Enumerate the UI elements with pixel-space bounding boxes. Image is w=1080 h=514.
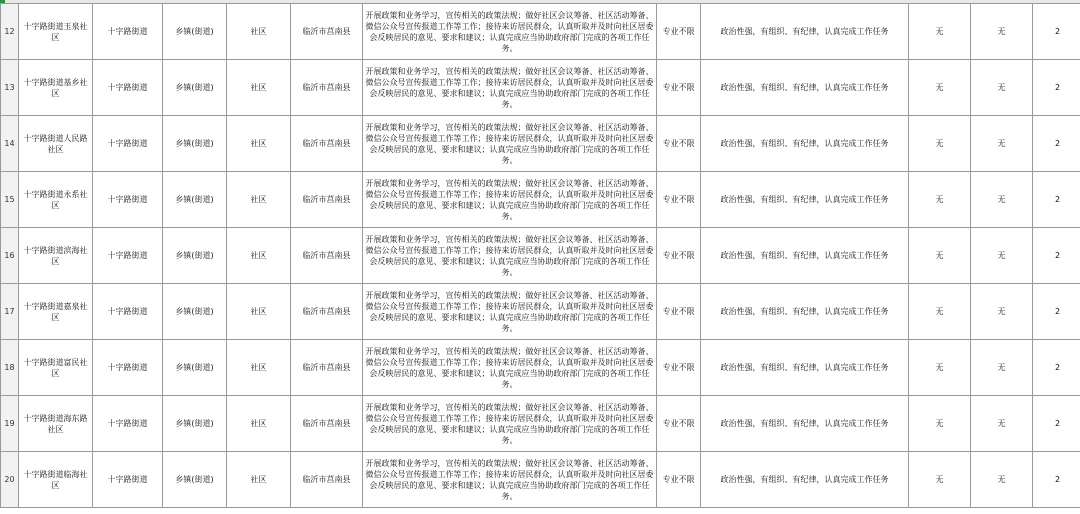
region-cell[interactable]: 临沂市莒南县 — [291, 172, 363, 228]
org-type-cell[interactable]: 社区 — [227, 228, 291, 284]
condition-cell[interactable]: 无 — [909, 116, 971, 172]
row-number-cell[interactable]: 18 — [1, 340, 19, 396]
level-cell[interactable]: 乡镇(街道) — [163, 172, 227, 228]
street-cell[interactable]: 十字路街道 — [93, 452, 163, 508]
condition-cell[interactable]: 无 — [909, 228, 971, 284]
unit-name-cell[interactable]: 十字路街道嘉泉社区 — [19, 284, 93, 340]
duty-description-cell[interactable]: 开展政策和业务学习，宣传相关的政策法规；做好社区会议筹备、社区活动筹备、微信公众号宣传报道工作等工作；接待来访居民群众，认真听取并及时向社区居委会反映居民的意见、要求和建议；认真完成应当协助政府部门完成的各项工作任务。 — [363, 284, 657, 340]
row-number-cell[interactable]: 20 — [1, 452, 19, 508]
table-row — [1, 452, 1080, 508]
condition-cell[interactable]: 无 — [971, 228, 1033, 284]
condition-cell[interactable]: 无 — [971, 116, 1033, 172]
duty-description-cell[interactable]: 开展政策和业务学习，宣传相关的政策法规；做好社区会议筹备、社区活动筹备、微信公众号宣传报道工作等工作；接待来访居民群众，认真听取并及时向社区居委会反映居民的意见、要求和建议；认真完成应当协助政府部门完成的各项工作任务。 — [363, 60, 657, 116]
headcount-cell[interactable]: 2 — [1033, 452, 1080, 508]
requirement-cell[interactable]: 政治性强，有组织、有纪律，认真完成工作任务 — [701, 284, 909, 340]
unit-name-cell[interactable]: 十字路街道永系社区 — [19, 172, 93, 228]
street-cell[interactable]: 十字路街道 — [93, 228, 163, 284]
headcount-cell[interactable]: 2 — [1033, 284, 1080, 340]
unit-name-cell[interactable]: 十字路街道海东路社区 — [19, 396, 93, 452]
requirement-cell[interactable]: 政治性强，有组织、有纪律，认真完成工作任务 — [701, 4, 909, 60]
major-cell[interactable]: 专业不限 — [657, 340, 701, 396]
org-type-cell[interactable]: 社区 — [227, 4, 291, 60]
condition-cell[interactable]: 无 — [971, 172, 1033, 228]
condition-cell[interactable]: 无 — [971, 60, 1033, 116]
region-cell[interactable]: 临沂市莒南县 — [291, 60, 363, 116]
duty-description-cell[interactable]: 开展政策和业务学习，宣传相关的政策法规；做好社区会议筹备、社区活动筹备、微信公众号宣传报道工作等工作；接待来访居民群众，认真听取并及时向社区居委会反映居民的意见、要求和建议；认真完成应当协助政府部门完成的各项工作任务。 — [363, 452, 657, 508]
region-cell[interactable]: 临沂市莒南县 — [291, 4, 363, 60]
major-cell[interactable]: 专业不限 — [657, 396, 701, 452]
table-row — [1, 284, 1080, 340]
major-cell[interactable]: 专业不限 — [657, 116, 701, 172]
requirement-cell[interactable]: 政治性强，有组织、有纪律，认真完成工作任务 — [701, 396, 909, 452]
condition-cell[interactable]: 无 — [971, 284, 1033, 340]
major-cell[interactable]: 专业不限 — [657, 60, 701, 116]
duty-description-cell[interactable]: 开展政策和业务学习，宣传相关的政策法规；做好社区会议筹备、社区活动筹备、微信公众号宣传报道工作等工作；接待来访居民群众，认真听取并及时向社区居委会反映居民的意见、要求和建议；认真完成应当协助政府部门完成的各项工作任务。 — [363, 396, 657, 452]
row-number-cell[interactable]: 12 — [1, 4, 19, 60]
job-table — [0, 3, 1080, 508]
level-cell[interactable]: 乡镇(街道) — [163, 452, 227, 508]
table-row — [1, 60, 1080, 116]
condition-cell[interactable]: 无 — [909, 452, 971, 508]
region-cell[interactable]: 临沂市莒南县 — [291, 452, 363, 508]
requirement-cell[interactable]: 政治性强，有组织、有纪律，认真完成工作任务 — [701, 60, 909, 116]
region-cell[interactable]: 临沂市莒南县 — [291, 228, 363, 284]
region-cell[interactable]: 临沂市莒南县 — [291, 116, 363, 172]
major-cell[interactable]: 专业不限 — [657, 284, 701, 340]
condition-cell[interactable]: 无 — [909, 284, 971, 340]
org-type-cell[interactable]: 社区 — [227, 452, 291, 508]
duty-description-cell[interactable]: 开展政策和业务学习，宣传相关的政策法规；做好社区会议筹备、社区活动筹备、微信公众号宣传报道工作等工作；接待来访居民群众，认真听取并及时向社区居委会反映居民的意见、要求和建议；认真完成应当协助政府部门完成的各项工作任务。 — [363, 116, 657, 172]
headcount-cell[interactable]: 2 — [1033, 172, 1080, 228]
level-cell[interactable]: 乡镇(街道) — [163, 396, 227, 452]
level-cell[interactable]: 乡镇(街道) — [163, 340, 227, 396]
row-number-cell[interactable]: 13 — [1, 60, 19, 116]
unit-name-cell[interactable]: 十字路街道滨海社区 — [19, 228, 93, 284]
org-type-cell[interactable]: 社区 — [227, 340, 291, 396]
org-type-cell[interactable]: 社区 — [227, 60, 291, 116]
requirement-cell[interactable]: 政治性强，有组织、有纪律，认真完成工作任务 — [701, 228, 909, 284]
org-type-cell[interactable]: 社区 — [227, 172, 291, 228]
level-cell[interactable]: 乡镇(街道) — [163, 116, 227, 172]
headcount-cell[interactable]: 2 — [1033, 116, 1080, 172]
table-row — [1, 340, 1080, 396]
condition-cell[interactable]: 无 — [909, 396, 971, 452]
requirement-cell[interactable]: 政治性强，有组织、有纪律，认真完成工作任务 — [701, 340, 909, 396]
duty-description-cell[interactable]: 开展政策和业务学习，宣传相关的政策法规；做好社区会议筹备、社区活动筹备、微信公众号宣传报道工作等工作；接待来访居民群众，认真听取并及时向社区居委会反映居民的意见、要求和建议；认真完成应当协助政府部门完成的各项工作任务。 — [363, 340, 657, 396]
unit-name-cell[interactable]: 十字路街道人民路社区 — [19, 116, 93, 172]
street-cell[interactable]: 十字路街道 — [93, 60, 163, 116]
condition-cell[interactable]: 无 — [909, 172, 971, 228]
headcount-cell[interactable]: 2 — [1033, 60, 1080, 116]
condition-cell[interactable]: 无 — [971, 452, 1033, 508]
level-cell[interactable]: 乡镇(街道) — [163, 228, 227, 284]
condition-cell[interactable]: 无 — [909, 4, 971, 60]
headcount-cell[interactable]: 2 — [1033, 396, 1080, 452]
row-number-cell[interactable]: 19 — [1, 396, 19, 452]
major-cell[interactable]: 专业不限 — [657, 228, 701, 284]
headcount-cell[interactable]: 2 — [1033, 4, 1080, 60]
table-body — [1, 4, 1080, 508]
unit-name-cell[interactable]: 十字路街道玉泉社区 — [19, 4, 93, 60]
headcount-cell[interactable]: 2 — [1033, 228, 1080, 284]
major-cell[interactable]: 专业不限 — [657, 452, 701, 508]
org-type-cell[interactable]: 社区 — [227, 284, 291, 340]
requirement-cell[interactable]: 政治性强，有组织、有纪律，认真完成工作任务 — [701, 452, 909, 508]
table-row — [1, 228, 1080, 284]
row-number-cell[interactable]: 15 — [1, 172, 19, 228]
duty-description-cell[interactable]: 开展政策和业务学习，宣传相关的政策法规；做好社区会议筹备、社区活动筹备、微信公众号宣传报道工作等工作；接待来访居民群众，认真听取并及时向社区居委会反映居民的意见、要求和建议；认真完成应当协助政府部门完成的各项工作任务。 — [363, 172, 657, 228]
duty-description-cell[interactable]: 开展政策和业务学习，宣传相关的政策法规；做好社区会议筹备、社区活动筹备、微信公众号宣传报道工作等工作；接待来访居民群众，认真听取并及时向社区居委会反映居民的意见、要求和建议；认真完成应当协助政府部门完成的各项工作任务。 — [363, 4, 657, 60]
requirement-cell[interactable]: 政治性强，有组织、有纪律，认真完成工作任务 — [701, 116, 909, 172]
table-row — [1, 4, 1080, 60]
table-row — [1, 116, 1080, 172]
major-cell[interactable]: 专业不限 — [657, 172, 701, 228]
unit-name-cell[interactable]: 十字路街道临海社区 — [19, 452, 93, 508]
org-type-cell[interactable]: 社区 — [227, 396, 291, 452]
row-number-cell[interactable]: 14 — [1, 116, 19, 172]
duty-description-cell[interactable]: 开展政策和业务学习，宣传相关的政策法规；做好社区会议筹备、社区活动筹备、微信公众号宣传报道工作等工作；接待来访居民群众，认真听取并及时向社区居委会反映居民的意见、要求和建议；认真完成应当协助政府部门完成的各项工作任务。 — [363, 228, 657, 284]
street-cell[interactable]: 十字路街道 — [93, 340, 163, 396]
street-cell[interactable]: 十字路街道 — [93, 116, 163, 172]
major-cell[interactable]: 专业不限 — [657, 4, 701, 60]
region-cell[interactable]: 临沂市莒南县 — [291, 396, 363, 452]
condition-cell[interactable]: 无 — [971, 396, 1033, 452]
table-row — [1, 396, 1080, 452]
level-cell[interactable]: 乡镇(街道) — [163, 4, 227, 60]
street-cell[interactable]: 十字路街道 — [93, 396, 163, 452]
unit-name-cell[interactable]: 十字路街道基乡社区 — [19, 60, 93, 116]
street-cell[interactable]: 十字路街道 — [93, 284, 163, 340]
condition-cell[interactable]: 无 — [909, 340, 971, 396]
level-cell[interactable]: 乡镇(街道) — [163, 284, 227, 340]
condition-cell[interactable]: 无 — [909, 60, 971, 116]
level-cell[interactable]: 乡镇(街道) — [163, 60, 227, 116]
region-cell[interactable]: 临沂市莒南县 — [291, 284, 363, 340]
condition-cell[interactable]: 无 — [971, 4, 1033, 60]
row-number-cell[interactable]: 17 — [1, 284, 19, 340]
region-cell[interactable]: 临沂市莒南县 — [291, 340, 363, 396]
street-cell[interactable]: 十字路街道 — [93, 172, 163, 228]
org-type-cell[interactable]: 社区 — [227, 116, 291, 172]
unit-name-cell[interactable]: 十字路街道富民社区 — [19, 340, 93, 396]
condition-cell[interactable]: 无 — [971, 340, 1033, 396]
table-row — [1, 172, 1080, 228]
headcount-cell[interactable]: 2 — [1033, 340, 1080, 396]
row-number-cell[interactable]: 16 — [1, 228, 19, 284]
street-cell[interactable]: 十字路街道 — [93, 4, 163, 60]
requirement-cell[interactable]: 政治性强，有组织、有纪律，认真完成工作任务 — [701, 172, 909, 228]
